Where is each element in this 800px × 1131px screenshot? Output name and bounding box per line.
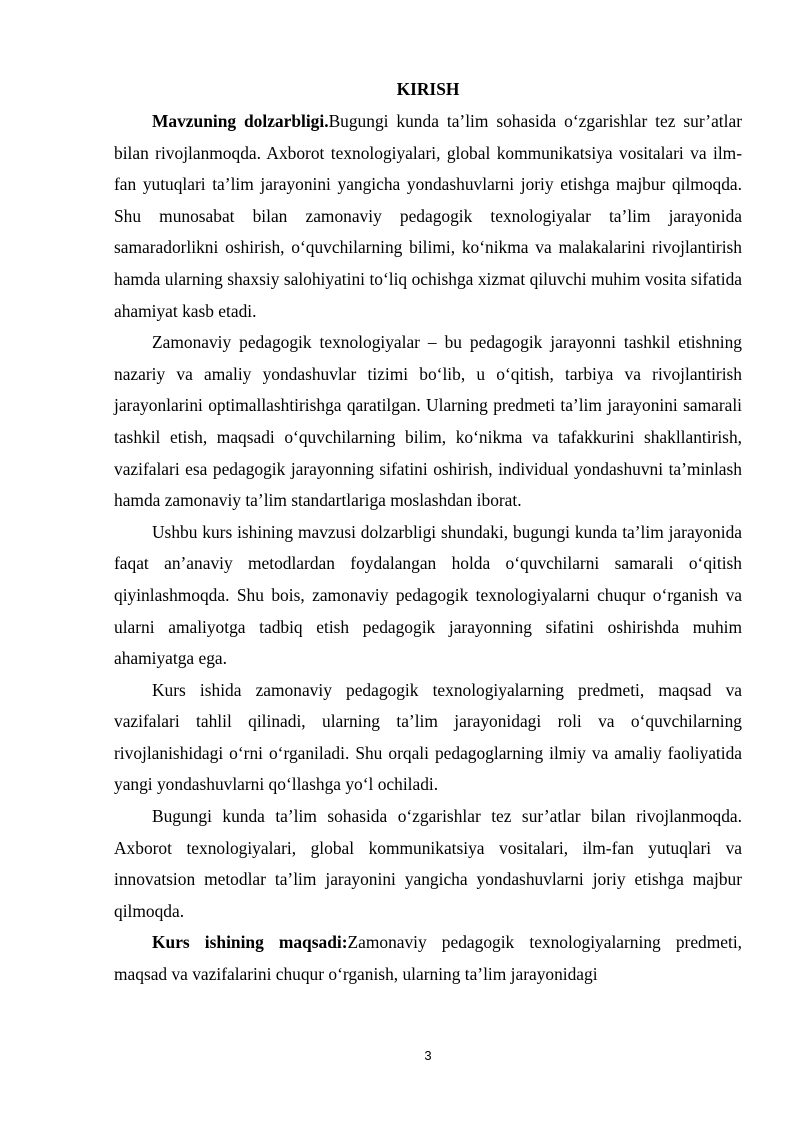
paragraph-definition — [114, 327, 742, 517]
paragraph-text: Bugungi kunda ta’lim sohasida o‘zgarishlar tez sur’atlar bilan rivojlanmoqda. Axborot texnologiyalari, global kommunikatsiya vositalari va ilm-fan yutuqlari ta’lim jarayonini yangicha yondashuvlarni joriy etishga majbur qilmoqda. Shu munosabat bilan zamonaviy pedagogik texnologiyalar ta’lim jarayonida samaradorlikni oshirish, o‘quvchilarning bilimi, ko‘nikma va malakalarini rivojlantirish hamda ularning shaxsiy salohiyatini to‘liq ochishga xizmat qiluvchi muhim vosita sifatida ahamiyat kasb etadi. — [114, 111, 742, 321]
paragraph-text: Zamonaviy pedagogik texnologiyalarning predmeti, maqsad va vazifalarini chuqur o‘rganish, ularning ta’lim jarayonidagi — [114, 932, 742, 985]
paragraph-text: Kurs ishida zamonaviy pedagogik texnologiyalarning predmeti, maqsad va vazifalari tahlil qilinadi, ularning ta’lim jarayonidagi roli va o‘quvchilarning rivojlanishidagi o‘rni o‘rganiladi. Shu orqali pedagoglarning ilmiy va amaliy faoliyatida yangi yondashuvlarni qo‘llashga yo‘l ochiladi. — [114, 679, 742, 795]
paragraph-text: Ushbu kurs ishining mavzusi dolzarbligi shundaki, bugungi kunda ta’lim jarayonida faqat an’anaviy metodlardan foydalangan holda o‘quvchilarni samarali o‘qitish qiyinlashmoqda. Shu bois, zamonaviy pedagogik texnologiyalarni chuqur o‘rganish va ularni amaliyotga tadbiq etish pedagogik jarayonning sifatini oshirishda muhim ahamiyatga ega. — [114, 521, 742, 669]
paragraph-lead: Kurs ishining maqsadi: — [152, 932, 348, 953]
paragraph-lead: Mavzuning dolzarbligi. — [152, 111, 329, 131]
page-title: KIRISH — [396, 79, 460, 99]
paragraph-context — [114, 801, 742, 927]
paragraph-topic-relevance — [114, 517, 742, 675]
paragraph-relevance — [114, 106, 742, 327]
paragraph-text: Zamonaviy pedagogik texnologiyalar – bu pedagogik jarayonni tashkil etishning nazariy va amaliy yondashuvlar tizimi bo‘lib, u o‘qitish, tarbiya va rivojlantirish jarayonlarini optimallashtirishga qaratilgan. Ularning predmeti ta’lim jarayonini samarali tashkil etish, maqsadi o‘quvchilarning bilim, ko‘nikma va tafakkurini shakllantirish, vazifalari esa pedagogik jarayonning sifatini oshirish, individual yondashuvni ta’minlash hamda zamonaviy ta’lim standartlariga moslashdan iborat. — [114, 332, 742, 511]
page-number: 3 — [424, 1048, 432, 1063]
paragraph-text: Bugungi kunda ta’lim sohasida o‘zgarishlar tez sur’atlar bilan rivojlanmoqda. Axborot texnologiyalari, global kommunikatsiya vositalari, ilm-fan yutuqlari va innovatsion metodlar ta’lim jarayonini yangicha yondashuvlarni joriy etishga majbur qilmoqda. — [114, 806, 742, 921]
page-content — [114, 74, 742, 991]
paragraph-goal — [114, 927, 742, 990]
paragraph-analysis — [114, 675, 742, 801]
